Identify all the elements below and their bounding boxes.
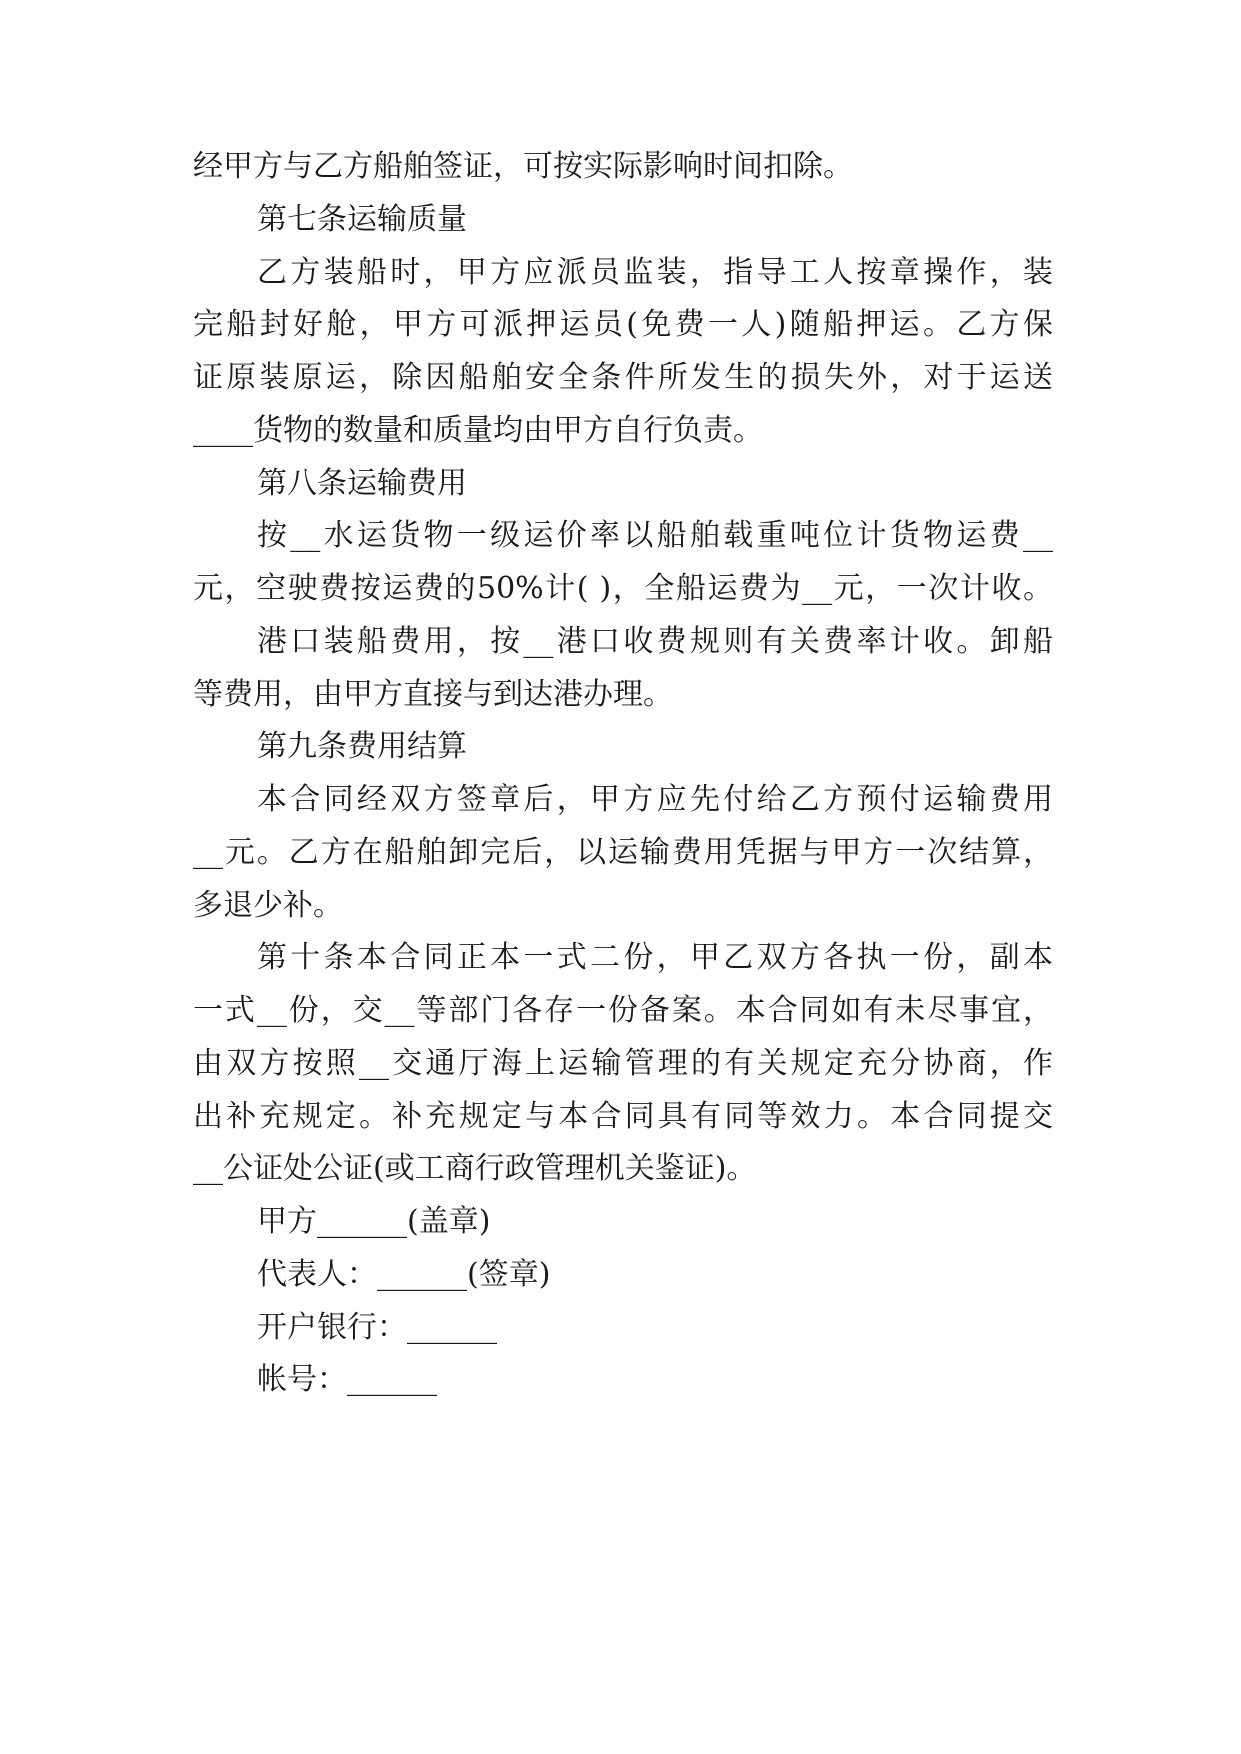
text-line: 港口装船费用，按__港口收费规则有关费率计收。卸船 [257,624,1053,659]
section-heading: 第七条运输质量 [257,202,467,237]
text-line: 证原装原运，除因船舶安全条件所发生的损失外，对于运送 [193,360,1053,395]
signature-party-a: 甲方______(盖章) [257,1204,491,1239]
text-line: __元。乙方在船舶卸完后，以运输费用凭据与甲方一次结算， [193,835,1053,870]
text-line: 完船封好舱，甲方可派押运员(免费一人)随船押运。乙方保 [193,307,1053,342]
text-line: 元，空驶费按运费的50%计( )，全船运费为__元，一次计收。 [193,571,1053,606]
text-line: 经甲方与乙方船舶签证，可按实际影响时间扣除。 [193,149,853,184]
text-line: __公证处公证(或工商行政管理机关鉴证)。 [193,1151,757,1186]
text-line: 第十条本合同正本一式二份，甲乙双方各执一份，副本 [257,940,1053,975]
text-line: 出补充规定。补充规定与本合同具有同等效力。本合同提交 [193,1099,1053,1134]
text-line: 多退少补。 [193,888,343,923]
text-line: 等费用，由甲方直接与到达港办理。 [193,677,673,712]
text-line: 按__水运货物一级运价率以船舶载重吨位计货物运费__ [257,518,1053,553]
section-heading: 第九条费用结算 [257,729,467,764]
bank-field: 开户银行：______ [257,1310,497,1345]
signature-representative: 代表人：______(签章) [257,1257,551,1292]
text-line: 本合同经双方签章后，甲方应先付给乙方预付运输费用 [257,782,1053,817]
section-heading: 第八条运输费用 [257,466,467,501]
account-field: 帐号：______ [257,1362,437,1397]
text-line: 由双方按照__交通厅海上运输管理的有关规定充分协商，作 [193,1046,1053,1081]
text-line: 乙方装船时，甲方应派员监装，指导工人按章操作，装 [257,255,1053,290]
text-line: 一式__份，交__等部门各存一份备案。本合同如有未尽事宜， [193,993,1053,1028]
text-line: ____货物的数量和质量均由甲方自行负责。 [193,413,763,448]
